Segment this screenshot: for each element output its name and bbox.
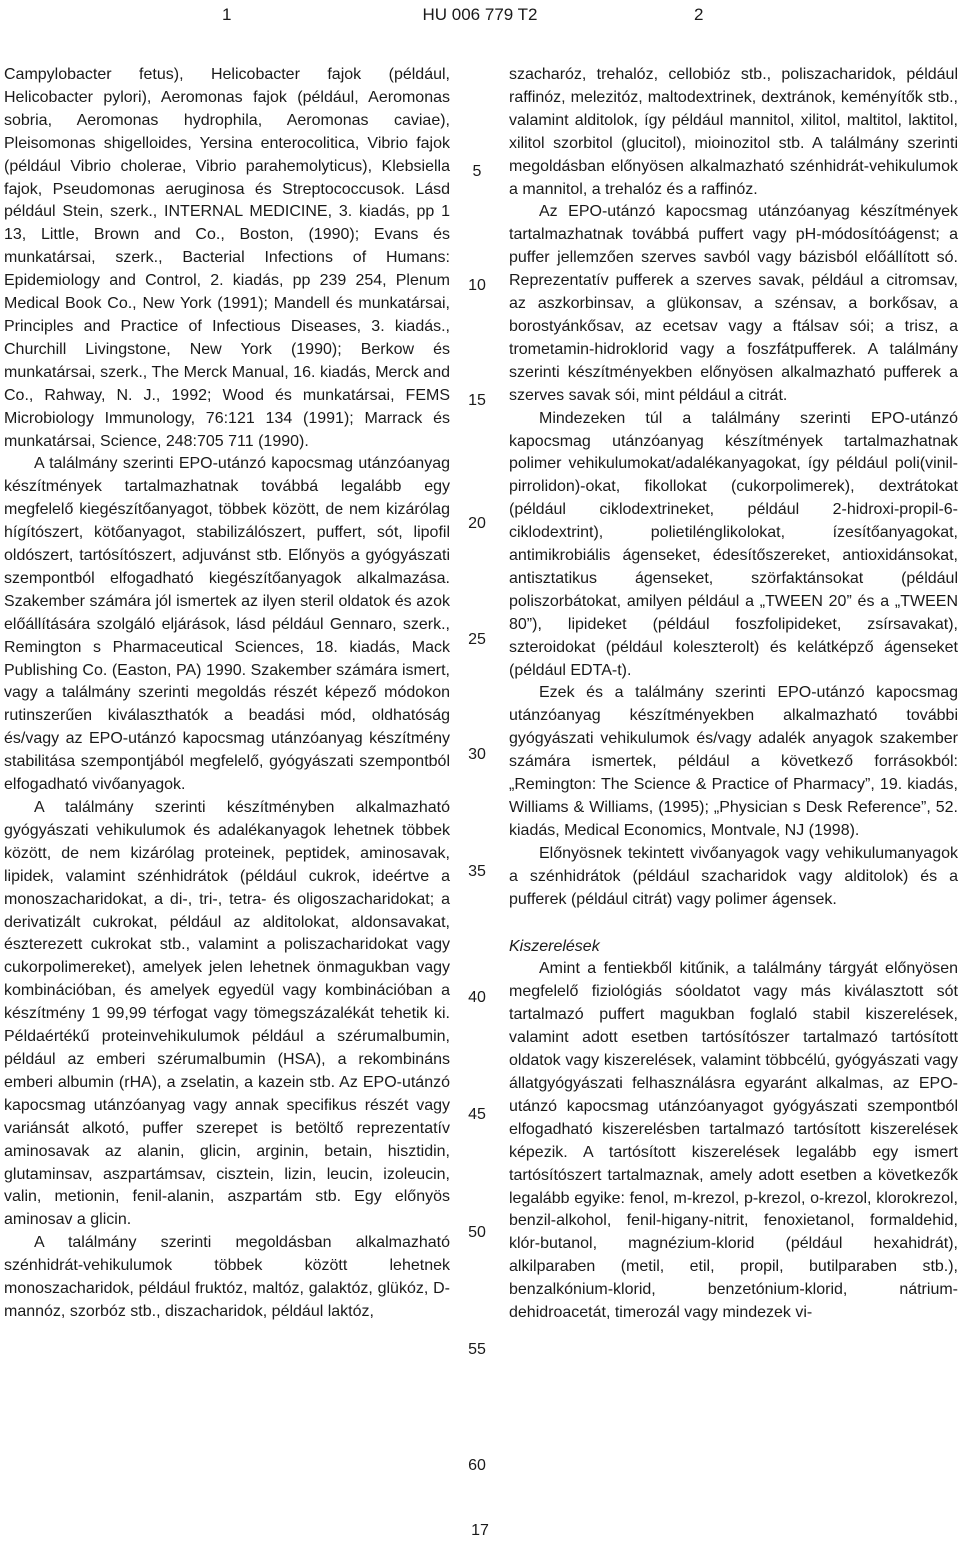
line-number: 45 xyxy=(468,1106,486,1123)
line-number: 10 xyxy=(468,277,486,294)
paragraph: Mindezeken túl a találmány szerinti EPO-utánzó kapocsmag utánzóanyag készítmények tartalmazhatnak polimer vehikulumokat/adalékanyagokat, így például poli(vinil-pirrolidon)-okat, fikollokat (cukorpolimerek), dextrátokat (például ciklodextrineket, például 2-hidroxi-propil-6-ciklodextrint), polietilénglikolokat, ízesítőanyagokat, antimikrobiális ágenseket, édesítőszereket, antioxidánsokat, antisztatikus ágenseket, szörfaktánsokat (például poliszorbátokat, amilyen például a „TWEEN 20” és a „TWEEN 80”), lipideket (például foszfolipideket, zsírsavakat), szteroidokat (például koleszterolt) és kelátképző ágenseket (például EDTA-t). xyxy=(509,409,958,679)
paragraph: Ezek és a találmány szerinti EPO-utánzó kapocsmag utánzóanyag készítményekben alkalmazható további gyógyászati vehikulumok és/vagy adalék anyagok szakember számára ismertek, például a következő forrásokból: „Remington: The Science & Practice of Pharmacy”, 19. kiadás, Williams & Williams, (1995); „Physician s Desk Reference”, 52. kiadás, Medical Economics, Montvale, NJ (1998). xyxy=(509,684,958,839)
line-number: 60 xyxy=(468,1457,486,1474)
footer-page-number: 17 xyxy=(471,1522,489,1539)
section-heading: Kiszerelések xyxy=(509,937,600,955)
right-page-number: 2 xyxy=(694,5,704,24)
left-page-number: 1 xyxy=(222,5,232,24)
line-number: 40 xyxy=(468,989,486,1006)
line-number: 55 xyxy=(468,1341,486,1358)
paragraph: Előnyösnek tekintett vivőanyagok vagy vehikulumanyagok a szénhidrátok (például szacharidok vagy alditolok) és a pufferek (például citrát) vagy polimer ágensek. xyxy=(509,844,958,908)
line-number: 15 xyxy=(468,392,486,409)
paragraph: szacharóz, trehalóz, cellobióz stb., poliszacharidok, például raffinóz, melezitóz, maltodextrinek, dextránok, keményítők stb., valamint alditolok, így például mannitol, xilitol, maltitol, laktitol, xilitol szorbitol (glucitol), mioinozitol stb. A találmány szerinti megoldásban előnyösen alkalmazható szénhidrát-vehikulumok a mannitol, a trehalóz és a raffinóz. xyxy=(509,66,958,198)
line-number: 50 xyxy=(468,1224,486,1241)
line-number: 20 xyxy=(468,515,486,532)
paragraph: Amint a fentiekből kitűnik, a találmány tárgyát előnyösen megfelelő fiziológiás sóoldatot vagy más kiválasztott sót tartalmazó puffert magukban foglaló stabil kiszerelések, valamint adott esetben tartósítószer tartalmazó tartósított oldatok vagy kiszerelések, valamint többcélú, gyógyászati vagy állatgyógyászati felhasználásra egyaránt alkalmas, az EPO-utánzó kapocsmag utánzóanyagot gyógyászati szempontból elfogadható kiszerelésben tartalmazó tartósított kiszerelések képezik. A tartósított kiszerelések legalább egy ismert tartósítószert tartalmaznak, amely adott esetben a következők legalább egyike: fenol, m-krezol, p-krezol, o-krezol, klorokrezol, benzil-alkohol, fenil-higany-nitrit, fenoxietanol, formaldehid, klór-butanol, magnézium-klorid (például hexahidrát), alkilparaben (metil, etil, propil, butilparaben stb.), benzalkónium-klorid, benzetónium-klorid, nátrium-dehidroacetát, timerozál vagy mindezek vi- xyxy=(509,960,958,1322)
paragraph: Az EPO-utánzó kapocsmag utánzóanyag készítmények tartalmazhatnak továbbá puffert vagy pH-módosítóágenst; a puffer jellemzően szerves savból vagy bázisból előállított só. Reprezentatív pufferek a szerves savak, például a citromsav, az aszkorbinsav, a glükonsav, a szénsav, a borkősav, a borostyánkősav, az ecetsav vagy a ftálsav sói; a trisz, a trometamin-hidroklorid vagy a foszfátpufferek. A találmány szerinti készítményekben előnyösen alkalmazható pufferek a szerves savak sói, mint például a citrát. xyxy=(509,203,958,404)
line-number: 5 xyxy=(472,163,482,180)
paragraph: A találmány szerinti EPO-utánzó kapocsmag utánzóanyag készítmények tartalmazhatnak továbbá legalább egy megfelelő kiegészítőanyagot, többek között, de nem kizárólag hígítószert, kötőanyagot, stabilizálószert, puffert, sót, lipofil oldószert, tartósítószert, adjuvánst stb. Előnyös a gyógyászati szempontból elfogadható kiegészítőanyagok alkalmazása. Szakember számára jól ismertek az ilyen steril oldatok és azok előállítására szolgáló eljárások, lásd például Gennaro, szerk., Remington s Pharmaceutical Sciences, 18. kiadás, Mack Publishing Co. (Easton, PA) 1990. Szakember számára ismert, vagy a találmány szerinti megoldás részét képező módokon rutinszerűen kiválaszthatók a beadási mód, oldhatóság és/vagy az EPO-utánzó kapocsmag utánzóanyag készítmény stabilitása szempontjából megfelelő, gyógyászati szempontból elfogadható vivőanyagok. xyxy=(4,455,450,794)
paragraph: A találmány szerinti megoldásban alkalmazható szénhidrát-vehikulumok többek között lehetnek monoszacharidok, például fruktóz, maltóz, galaktóz, glükóz, D-mannóz, szorbóz stb., diszacharidok, például laktóz, xyxy=(4,1234,450,1320)
right-column xyxy=(509,64,958,1325)
document-id: HU 006 779 T2 xyxy=(422,5,538,24)
line-number: 30 xyxy=(468,746,486,763)
left-column xyxy=(4,64,450,1324)
paragraph: Campylobacter fetus), Helicobacter fajok (például, Helicobacter pylori), Aeromonas fajok (például, Aeromonas sobria, Aeromonas hydrophila, Aeromonas caviae), Pleisomonas shigelloides, Yersina enterocolitica, Vibrio fajok (például Vibrio cholerae, Vibrio parahemolyticus), Klebsiella fajok, Pseudomonas aeruginosa és Streptococcusok. Lásd például Stein, szerk., INTERNAL MEDICINE, 3. kiadás, pp 1 13, Little, Brown and Co., Boston, (1990); Evans és munkatársai, szerk., Bacterial Infections of Humans: Epidemiology and Control, 2. kiadás, pp 239 254, Plenum Medical Book Co., New York (1991); Mandell és munkatársai, Principles and Practice of Infectious Diseases, 3. kiadás., Churchill Livingstone, New York (1990); Berkow és munkatársai, szerk., The Merck Manual, 16. kiadás, Merck and Co., Rahway, N. J., 1992; Wood és munkatársai, FEMS Microbiology Immunology, 76:121 134 (1991); Marrack és munkatársai, Science, 248:705 711 (1990). xyxy=(4,66,450,450)
line-number: 35 xyxy=(468,863,486,880)
line-number: 25 xyxy=(468,631,486,648)
paragraph: A találmány szerinti készítményben alkalmazható gyógyászati vehikulumok és adalékanyagok lehetnek többek között, de nem kizárólag proteinek, peptidek, aminosavak, lipidek, valamint szénhidrátok (például cukrok, ideértve a monoszacharidokat, a di-, tri-, tetra- és oligoszacharidokat; a derivatizált cukrokat, például az alditolokat, aldonsavakat, észterezett cukrokat stb., valamint a poliszacharidokat vagy cukorpolimereket), amelyek jelen lehetnek önmagukban vagy kombinációban, és amelyek egyedül vagy kombinációban a készítmény 1 99,99 térfogat vagy tömegszázalékát tehetik ki. Példaértékű proteinvehikulumok például a szérumalbumin, például az emberi szérumalbumin (HSA), a rekombináns emberi albumin (rHA), a zselatin, a kazein stb. Az EPO-utánzó kapocsmag utánzóanyag vagy annak specifikus részét vagy variánsát alkotó, puffer szerepet is betöltő reprezentatív aminosavak az alanin, glicin, arginin, betain, hisztidin, glutaminsav, aszpartámsav, cisztein, lizin, leucin, izoleucin, valin, metionin, fenil-alanin, aszpartám stb. Egy előnyös aminosav a glicin. xyxy=(4,799,450,1229)
